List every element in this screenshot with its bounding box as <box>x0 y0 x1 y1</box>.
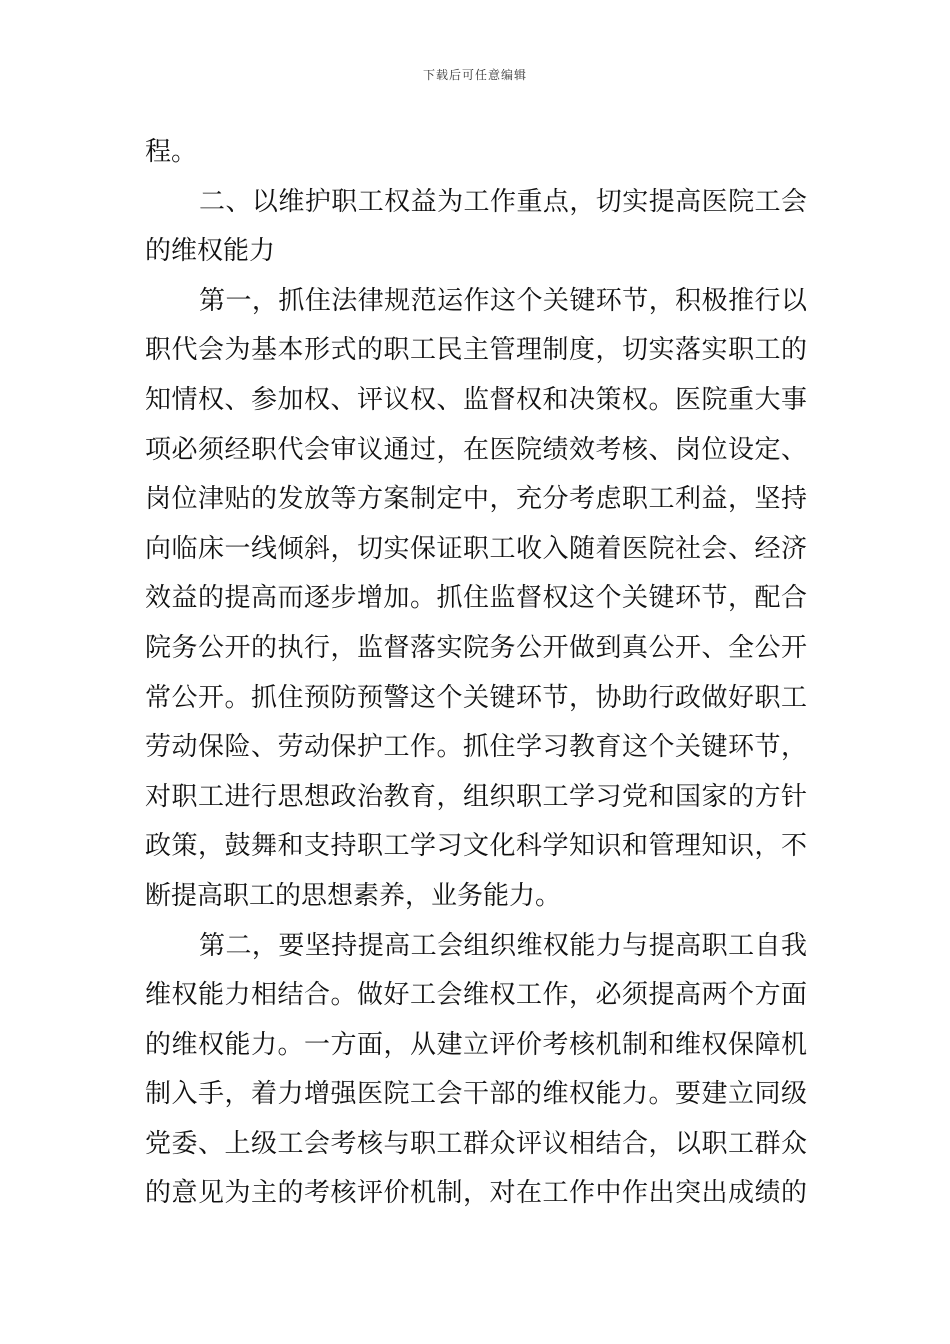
text-line: 劳动保险、劳动保护工作。抓住学习教育这个关键环节， <box>145 732 807 763</box>
text-line: 的维权能力。一方面，从建立评价考核机制和维权保障机 <box>145 1029 807 1060</box>
text-line: 对职工进行思想政治教育，组织职工学习党和国家的方针 <box>145 781 807 812</box>
text-line: 向临床一线倾斜，切实保证职工收入随着医院社会、经济 <box>145 533 807 564</box>
header-note: 下载后可任意编辑 <box>422 68 527 82</box>
section-heading-line: 的维权能力 <box>145 236 276 267</box>
text-line: 知情权、参加权、评议权、监督权和决策权。医院重大事 <box>145 384 807 415</box>
text-line: 岗位津贴的发放等方案制定中，充分考虑职工利益，坚持 <box>145 484 807 515</box>
paragraph-start-line: 第一，抓住法律规范运作这个关键环节，积极推行以 <box>199 285 807 316</box>
text-line: 项必须经职代会审议通过，在医院绩效考核、岗位设定、 <box>145 434 807 465</box>
text-line: 政策，鼓舞和支持职工学习文化科学知识和管理知识，不 <box>145 831 807 862</box>
text-line: 断提高职工的思想素养，业务能力。 <box>145 880 562 911</box>
text-line: 院务公开的执行，监督落实院务公开做到真公开、全公开 <box>145 632 807 663</box>
text-line: 常公开。抓住预防预警这个关键环节，协助行政做好职工 <box>145 682 807 713</box>
text-line: 职代会为基本形式的职工民主管理制度，切实落实职工的 <box>145 335 807 366</box>
text-line: 程。 <box>145 137 198 167</box>
body-text <box>145 128 807 1219</box>
section-heading-line: 二、以维护职工权益为工作重点，切实提高医院工会 <box>199 186 807 217</box>
text-line: 效益的提高而逐步增加。抓住监督权这个关键环节，配合 <box>145 583 807 614</box>
text-line: 的意见为主的考核评价机制，对在工作中作出突出成绩的 <box>145 1178 807 1209</box>
text-line: 维权能力相结合。做好工会维权工作，必须提高两个方面 <box>145 980 807 1011</box>
text-line: 党委、上级工会考核与职工群众评议相结合，以职工群众 <box>145 1128 807 1159</box>
text-line: 制入手，着力增强医院工会干部的维权能力。要建立同级 <box>145 1079 807 1110</box>
paragraph-start-line: 第二，要坚持提高工会组织维权能力与提高职工自我 <box>199 930 807 961</box>
